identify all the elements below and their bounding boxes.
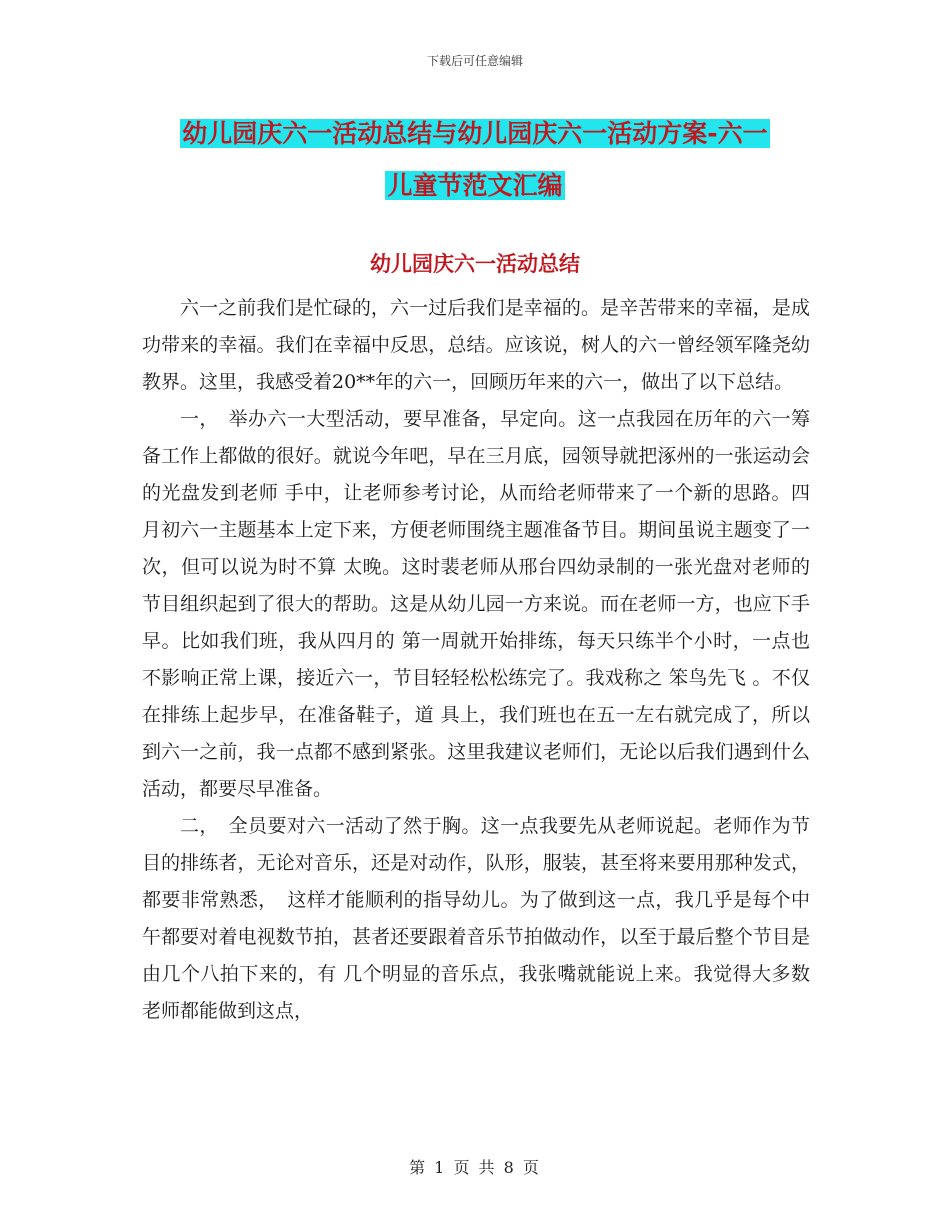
document-title-line-2: 儿童节范文汇编 xyxy=(387,171,563,200)
section-title: 幼儿园庆六一活动总结 xyxy=(370,252,580,276)
document-title xyxy=(140,108,810,212)
header-note: 下载后可任意编辑 xyxy=(426,54,523,68)
paragraph-3: 二， 全员要对六一活动了然于胸。这一点我要先从老师说起。老师作为节目的排练者，无论对音乐，还是对动作，队形，服装，甚至将来要用那种发式，都要非常熟悉， 这样才能顺利的指导幼儿。为了做到这一点，我几乎是每个中午都要对着电视数节拍，甚者还要跟着音乐节拍做动作，以至于最后整个节目是由几个八拍下来的，有 几个明显的音乐点，我张嘴就能说上来。我觉得大多数老师都能做到这点， xyxy=(142,815,810,1022)
document-body xyxy=(142,290,810,1030)
paragraph-1: 六一之前我们是忙碌的，六一过后我们是幸福的。是辛苦带来的幸福，是成功带来的幸福。我们在幸福中反思，总结。应该说，树人的六一曾经领军隆尧幼教界。这里，我感受着20**年的六一，回顾历年来的六一，做出了以下总结。 xyxy=(142,297,810,393)
paragraph-2: 一， 举办六一大型活动，要早准备，早定向。这一点我园在历年的六一筹备工作上都做的很好。就说今年吧，早在三月底，园领导就把涿州的一张运动会的光盘发到老师 手中，让老师参考讨论，从而给老师带来了一个新的思路。四月初六一主题基本上定下来，方便老师围绕主题准备节目。期间虽说主题变了一次，但可以说为时不算 太晚。这时裴老师从邢台四幼录制的一张光盘对老师的节目组织起到了很大的帮助。这是从幼儿园一方来说。而在老师一方，也应下手早。比如我们班，我从四月的 第一周就开始排练，每天只练半个小时，一点也不影响正常上课，接近六一，节目轻轻松松练完了。我戏称之 笨鸟先飞 。不仅在排练上起步早，在准备鞋子，道 具上，我们班也在五一左右就完成了，所以到六一之前，我一点都不感到紧张。这里我建议老师们，无论以后我们遇到什么活动，都要尽早准备。 xyxy=(142,408,810,800)
document-title-line-1: 幼儿园庆六一活动总结与幼儿园庆六一活动方案-六一 xyxy=(182,119,768,148)
page-number-footer: 第 1 页 共 8 页 xyxy=(409,1158,541,1177)
